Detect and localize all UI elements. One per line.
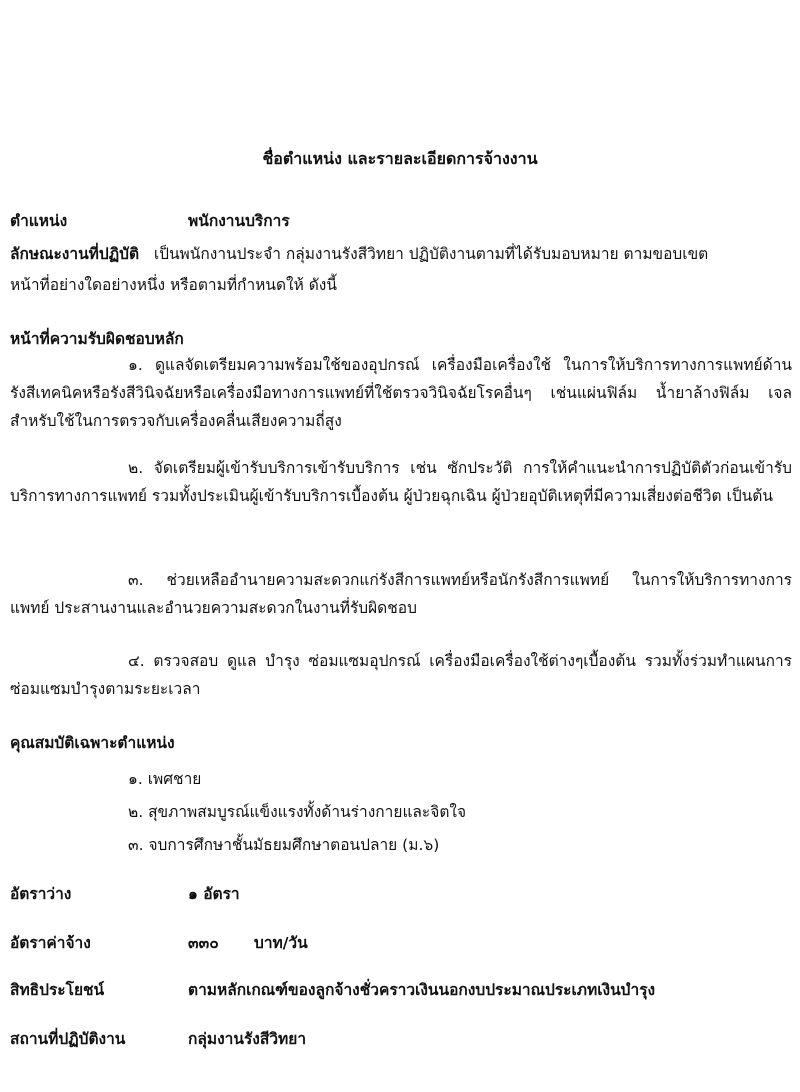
duties-heading: หน้าที่ความรับผิดชอบหลัก (10, 330, 184, 348)
wage-value: ๓๓๐ (188, 934, 219, 952)
workplace-value: กลุ่มงานรังสีวิทยา (188, 1030, 307, 1048)
benefits-label: สิทธิประโยชน์ (10, 981, 105, 999)
qualification-item-3: ๓. จบการศึกษาชั้นมัธยมศึกษาตอนปลาย (ม.๖) (128, 836, 440, 854)
duty-item-4: ๔. ตรวจสอบ ดูแล บำรุง ซ่อมแซมอุปกรณ์ เครื่องมือเครื่องใช้ต่างๆเบื้องต้น รวมทั้งร่วมทำแผนการซ่อมแซมบำรุงตามระยะเวลา (10, 652, 792, 698)
qualification-item-1: ๑. เพศชาย (128, 770, 202, 788)
qualification-item-2: ๒. สุขภาพสมบูรณ์แข็งแรงทั้งด้านร่างกายและจิตใจ (128, 803, 467, 821)
duty-item-1: ๑. ดูแลจัดเตรียมความพร้อมใช้ของอุปกรณ์ เครื่องมือเครื่องใช้ ในการให้บริการทางการแพทย์ด้านรังสีเทคนิคหรือรังสีวินิจฉัยหรือเครื่องมือทางการแพทย์ที่ใช้ตรวจวินิจฉัยโรคอื่นๆ เช่นแผ่นฟิล์ม น้ำยาล้างฟิล์ม เจลสำหรับใช้ในการตรวจกับเครื่องคลื่นเสียงความถี่สูง (10, 356, 792, 430)
position-value: พนักงานบริการ (188, 212, 290, 230)
workplace-label: สถานที่ปฏิบัติงาน (10, 1030, 126, 1048)
duty-item-3: ๓. ช่วยเหลืออำนายความสะดวกแก่รังสีการแพทย์หรือนักรังสีการแพทย์ ในการให้บริการทางการแพทย์ ประสานงานและอำนวยความสะดวกในงานที่รับผิดชอบ (10, 571, 792, 617)
work-nature-text: เป็นพนักงานประจำ กลุ่มงานรังสีวิทยา ปฏิบัติงานตามที่ได้รับมอบหมาย ตามขอบเขต (153, 245, 709, 263)
work-nature-line1 (10, 241, 708, 266)
wage-unit: บาท/วัน (254, 934, 308, 952)
wage-label: อัตราค่าจ้าง (10, 934, 91, 952)
vacancy-label: อัตราว่าง (10, 885, 72, 903)
document-title: ชื่อตำแหน่ง และรายละเอียดการจ้างงาน (262, 149, 538, 168)
position-label: ตำแหน่ง (10, 212, 68, 230)
work-nature-label: ลักษณะงานที่ปฏิบัติ (10, 245, 140, 263)
benefits-value: ตามหลักเกณฑ์ของลูกจ้างชั่วคราวเงินนอกงบประมาณประเภทเงินบำรุง (188, 981, 656, 999)
work-nature-line2: หน้าที่อย่างใดอย่างหนึ่ง หรือตามที่กำหนดให้ ดังนี้ (10, 276, 337, 294)
vacancy-value: ๑ อัตรา (188, 885, 240, 903)
qualifications-heading: คุณสมบัติเฉพาะตำแหน่ง (10, 734, 175, 752)
duty-item-2: ๒. จัดเตรียมผู้เข้ารับบริการเข้ารับบริการ เช่น ซักประวัติ การให้คำแนะนำการปฏิบัติตัวก่อนเข้ารับบริการทางการแพทย์ รวมทั้งประเมินผู้เข้ารับบริการเบื้องต้น ผู้ป่วยฉุกเฉิน ผู้ป่วยอุบัติเหตุที่มีความเสี่ยงต่อชีวิต เป็นต้น (10, 459, 792, 505)
